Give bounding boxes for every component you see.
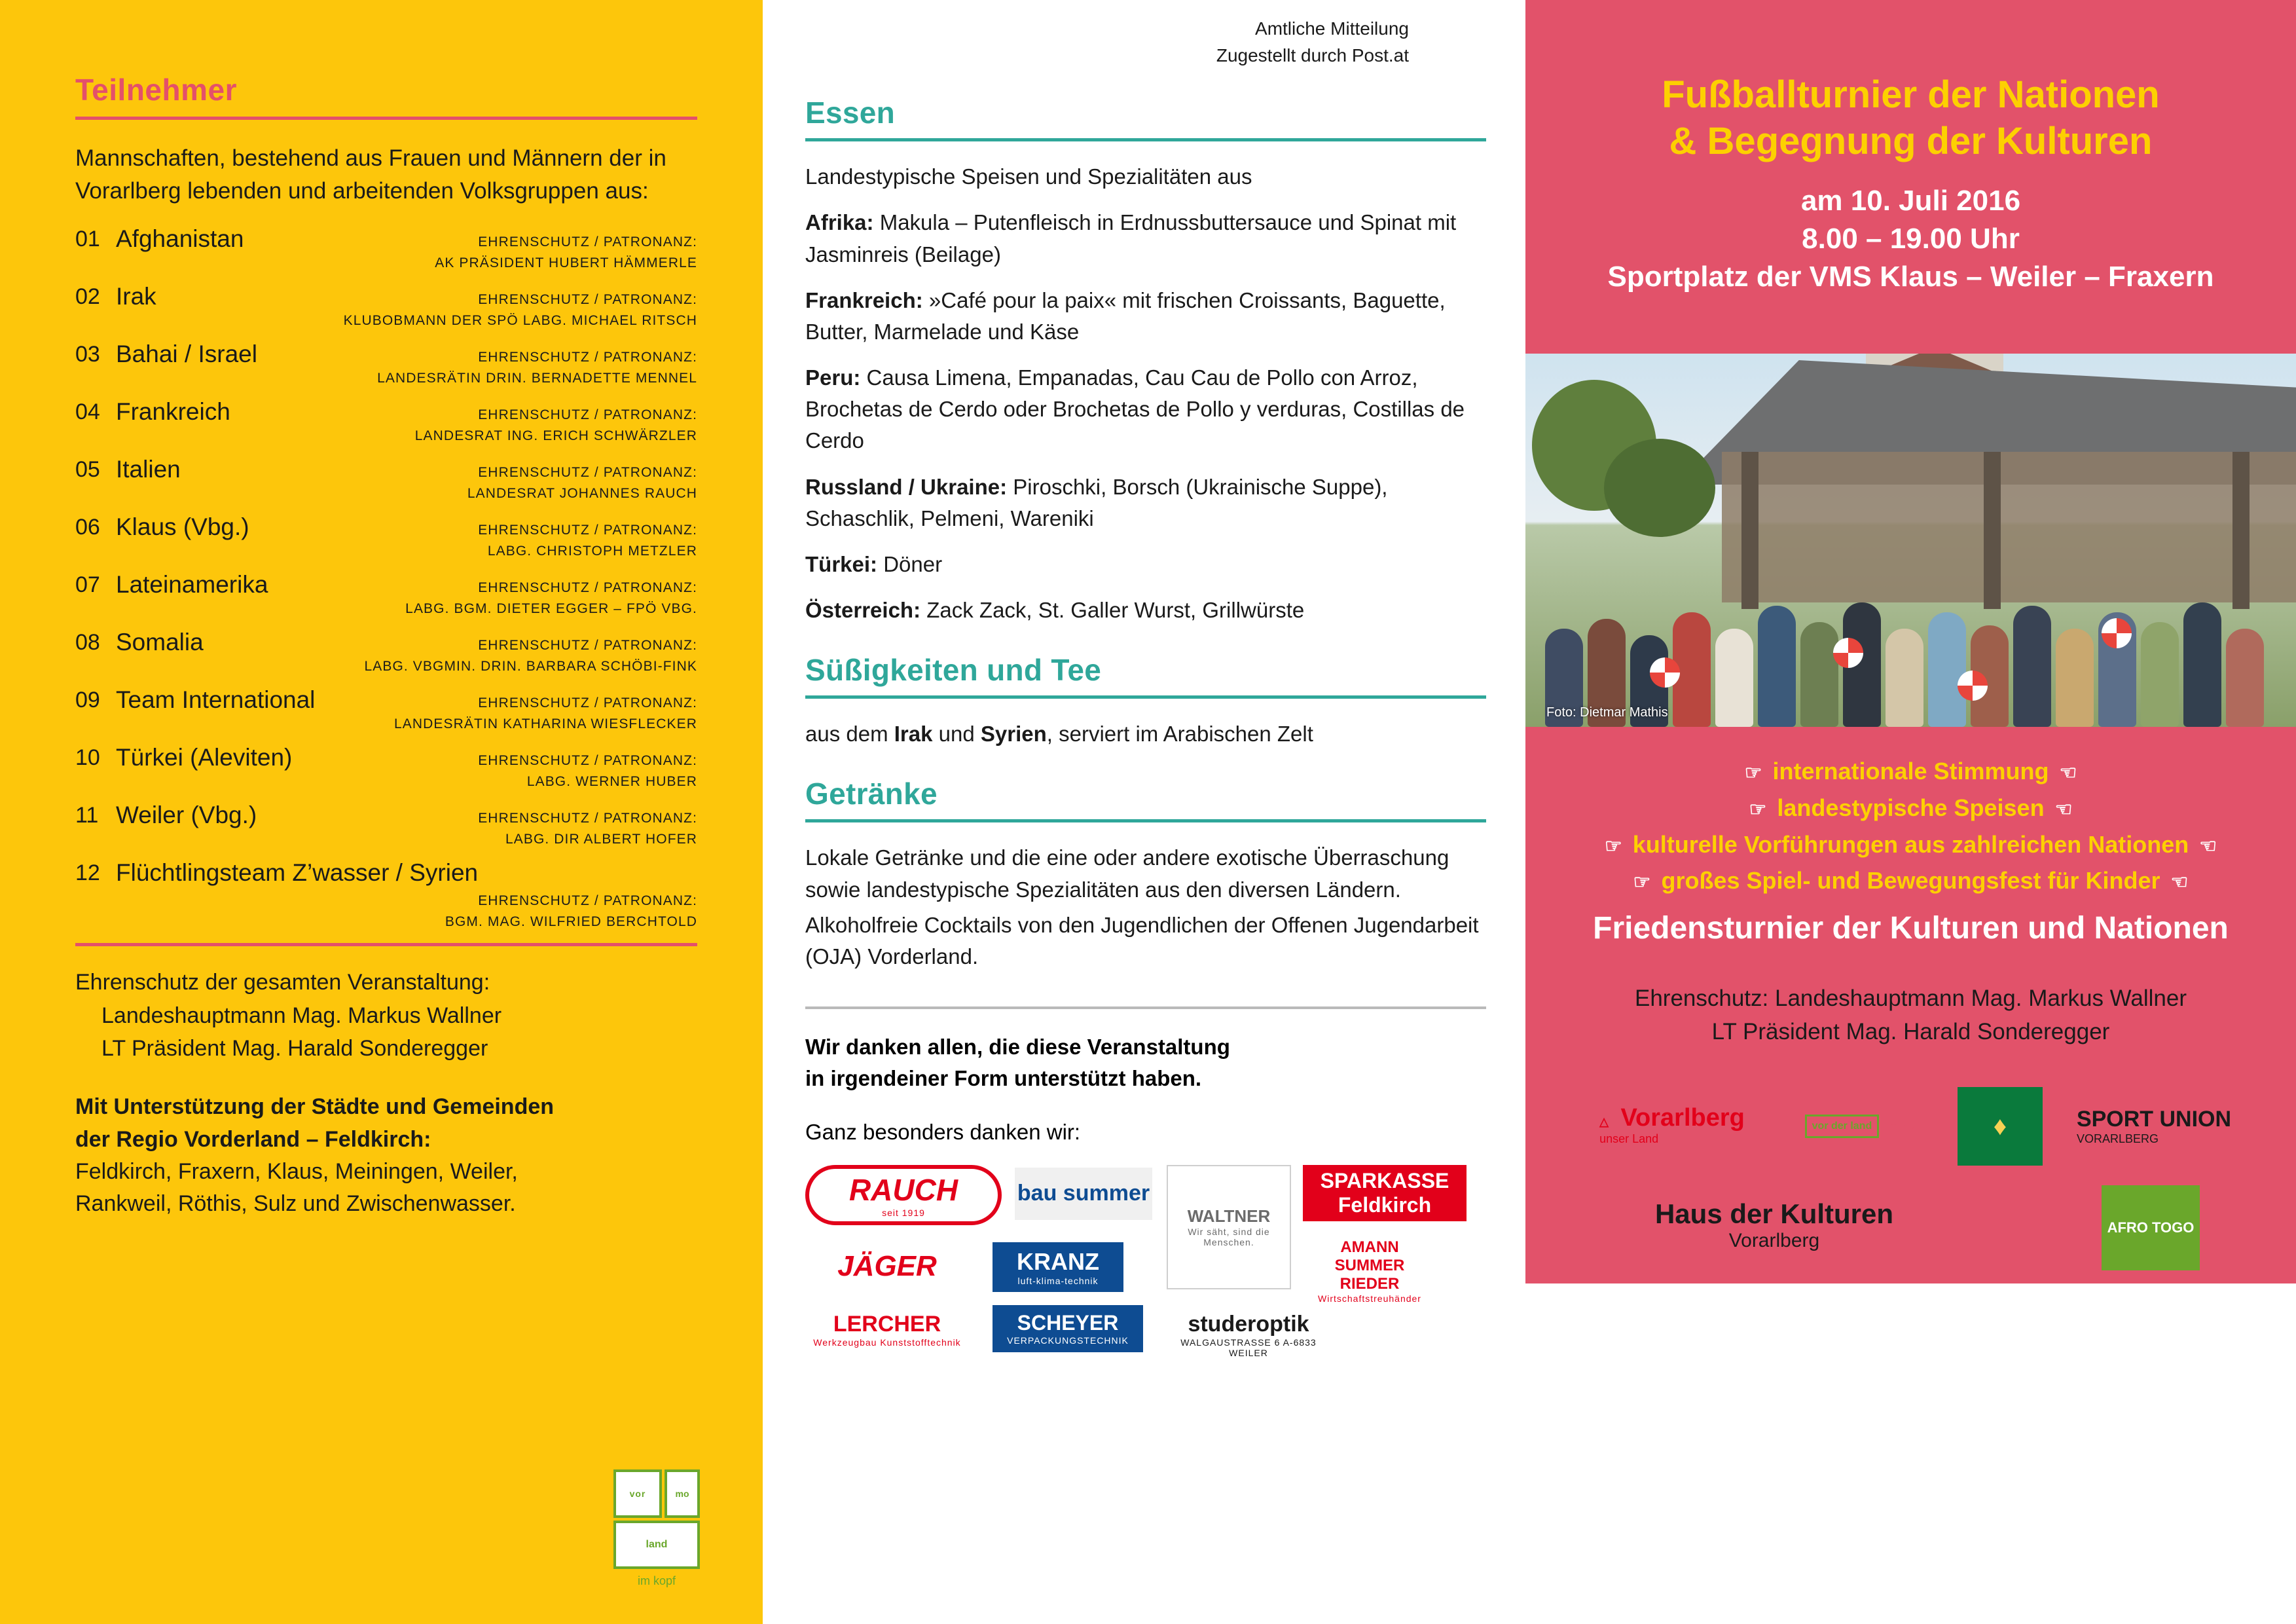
- sponsor-name: RAUCH: [848, 1172, 958, 1207]
- thanks-line-1: Wir danken allen, die diese Veranstaltung: [805, 1035, 1230, 1060]
- participant-name: Somalia: [116, 629, 204, 656]
- list-item: [1525, 753, 2296, 790]
- logo-vorarlberg-sub: unser Land: [1599, 1132, 1659, 1145]
- patronage-person: LANDESRÄTIN DRIN. BERNADETTE MENNEL: [377, 370, 697, 386]
- patronage-person: KLUBOBMANN DER SPÖ LABG. MICHAEL RITSCH: [343, 312, 697, 328]
- list-item: [75, 802, 697, 859]
- dish-item: [805, 549, 1486, 580]
- pointing-hand-right-icon: ☞: [1633, 872, 1651, 894]
- patronage-person: LANDESRÄTIN KATHARINA WIESFLECKER: [394, 716, 697, 731]
- logo-sport-name: SPORT UNION: [2076, 1107, 2232, 1132]
- logo-line-mo: mo: [675, 1488, 689, 1499]
- title-line-2: & Begegnung der Kulturen: [1669, 119, 2153, 162]
- dish-country: Afrika:: [805, 210, 874, 235]
- group-photo: [1525, 354, 2296, 727]
- photo-ball: [1650, 657, 1680, 688]
- sponsor-sub: Wirtschaftstreuhänder: [1318, 1293, 1421, 1304]
- participant-number: 12: [75, 860, 100, 886]
- logo-line-land: land: [646, 1539, 668, 1550]
- list-item: [1525, 790, 2296, 826]
- divider-teal-essen: [805, 138, 1486, 141]
- photo-crowd: [1525, 530, 2296, 727]
- patronage-person: LABG. CHRISTOPH METZLER: [487, 543, 697, 559]
- participant-number: 11: [75, 803, 99, 828]
- participant-name: Bahai / Israel: [116, 341, 257, 368]
- participant-name: Klaus (Vbg.): [116, 513, 249, 541]
- highlights-list: [1525, 753, 2296, 899]
- photo-credit: Foto: Dietmar Mathis: [1546, 705, 1668, 720]
- participant-patronage: [394, 693, 697, 734]
- dish-item: [805, 595, 1486, 626]
- patronage-person: AK PRÄSIDENT HUBERT HÄMMERLE: [435, 255, 697, 270]
- pointing-hand-left-icon: ☜: [2059, 762, 2077, 784]
- sponsor-logo-lercher: [805, 1310, 969, 1350]
- sponsor-name: KRANZ: [1017, 1247, 1099, 1275]
- participant-patronage: [377, 347, 697, 388]
- page-title: [1525, 0, 2296, 165]
- highlight-text: kulturelle Vorführungen aus zahlreichen Nationen: [1632, 830, 2189, 858]
- patronage-label: EHRENSCHUTZ / PATRONANZ:: [478, 638, 697, 654]
- logo-haus-sub: Vorarlberg: [1728, 1230, 1820, 1251]
- participant-name: Irak: [116, 283, 156, 310]
- list-item: [75, 686, 697, 744]
- photo-person: [2013, 606, 2051, 727]
- photo-person: [2183, 602, 2221, 727]
- list-item: [75, 225, 697, 283]
- participant-name: Flüchtlingsteam Z’wasser / Syrien: [116, 859, 479, 887]
- title-line-1: Fußballturnier der Nationen: [1662, 73, 2160, 116]
- participant-patronage: [344, 289, 697, 331]
- dish-item: [805, 362, 1486, 457]
- patronage-label: EHRENSCHUTZ / PATRONANZ:: [478, 753, 697, 769]
- pointing-hand-right-icon: ☞: [1749, 798, 1767, 821]
- sponsor-logo-kranz: [993, 1242, 1123, 1292]
- participants-heading: Teilnehmer: [75, 73, 237, 107]
- pointing-hand-left-icon: ☜: [2170, 872, 2189, 894]
- photo-ball: [1833, 638, 1863, 668]
- patronage-label: EHRENSCHUTZ / PATRONANZ:: [478, 695, 697, 711]
- participant-number: 08: [75, 630, 100, 655]
- logo-vorarlberg-name: Vorarlberg: [1620, 1104, 1745, 1132]
- sweets-post: , serviert im Arabischen Zelt: [1046, 722, 1313, 747]
- logo-municipality-crest: [1958, 1087, 2043, 1166]
- participant-name: Lateinamerika: [116, 571, 268, 599]
- dish-country: Türkei:: [805, 551, 878, 576]
- list-item: [1525, 862, 2296, 899]
- dish-item: [805, 207, 1486, 270]
- participant-name: Türkei (Aleviten): [116, 744, 293, 771]
- sponsor-sub: luft-klima-technik: [1017, 1275, 1099, 1286]
- pointing-hand-left-icon: ☜: [2054, 798, 2073, 821]
- patronage-footer-line-2: LT Präsident Mag. Harald Sonderegger: [1711, 1018, 2110, 1044]
- list-item: [75, 744, 697, 802]
- patronage-label: EHRENSCHUTZ / PATRONANZ:: [478, 292, 697, 308]
- logo-text-mobil: [665, 1469, 700, 1518]
- participant-patronage: [415, 405, 697, 446]
- patronage-person: BGM. MAG. WILFRIED BERCHTOLD: [445, 913, 697, 929]
- sweets-text: [805, 718, 1486, 750]
- sponsor-name: SPARKASSE Feldkirch: [1320, 1168, 1449, 1217]
- participant-patronage: [405, 578, 697, 619]
- participant-number: 09: [75, 688, 100, 713]
- sponsor-sub: VERPACKUNGSTECHNIK: [1007, 1335, 1129, 1346]
- participant-patronage: [435, 232, 697, 273]
- event-time: 8.00 – 19.00 Uhr: [1802, 222, 2020, 255]
- logo-sport-sub: VORARLBERG: [2076, 1132, 2159, 1145]
- photo-ball: [1958, 671, 1988, 701]
- overall-patronage-block: [75, 966, 697, 1065]
- dish-text: Causa Limena, Empanadas, Cau Cau de Pollo con Arroz, Brochetas de Cerdo oder Brochetas de Pollo y verduras, Costillas de Cerdo: [805, 365, 1465, 453]
- dish-text: Makula – Putenfleisch in Erdnussbuttersauce und Spinat mit Jasminreis (Beilage): [805, 210, 1457, 267]
- sponsor-logo-studeroptik: [1167, 1305, 1330, 1365]
- list-item: [75, 513, 697, 571]
- participant-number: 01: [75, 227, 100, 252]
- list-item: [75, 398, 697, 456]
- logo-vmk-box-1: vor der land: [1805, 1115, 1880, 1138]
- participant-number: 02: [75, 284, 100, 310]
- sponsor-sub: Werkzeugbau Kunststofftechnik: [813, 1337, 961, 1348]
- dish-item: [805, 471, 1486, 534]
- sponsor-name: bau summer: [1017, 1181, 1150, 1206]
- patronage-label: EHRENSCHUTZ / PATRONANZ:: [478, 523, 697, 538]
- vorarlberg-crest-icon: △: [1599, 1115, 1609, 1128]
- vorderland-mobil-logo: [613, 1469, 700, 1594]
- sponsor-name: AMANN SUMMER RIEDER: [1334, 1238, 1405, 1293]
- event-date: am 10. Juli 2016: [1800, 184, 2021, 217]
- patronage-label: EHRENSCHUTZ / PATRONANZ:: [478, 234, 697, 250]
- sponsor-logo-amann-summer-rieder: [1311, 1233, 1429, 1309]
- participant-number: 06: [75, 515, 100, 540]
- logo-afro-name: AFRO TOGO: [2107, 1219, 2195, 1236]
- overall-patronage-person-1: Landeshauptmann Mag. Markus Wallner: [101, 1003, 502, 1028]
- logo-caption-imkopf: im kopf: [637, 1574, 676, 1587]
- postal-notice: [805, 0, 1486, 69]
- photo-person: [2141, 622, 2179, 727]
- thanks-subline: Ganz besonders danken wir:: [805, 1119, 1081, 1144]
- drinks-text-1: Lokale Getränke und die eine oder andere exotische Überraschung sowie landestypische Spezialitäten aus den diversen Ländern.: [805, 845, 1449, 902]
- logo-afro-togo: [2102, 1185, 2200, 1270]
- sponsor-sub: Wir säht, sind die Menschen.: [1188, 1227, 1270, 1248]
- peace-tournament-title: Friedensturnier der Kulturen und Nationen: [1593, 911, 2229, 946]
- participants-intro: Mannschaften, bestehend aus Frauen und Männern der in Vorarlberg lebenden und arbeitenden Volksgruppen aus:: [75, 145, 666, 204]
- photo-ball: [2102, 618, 2132, 648]
- dish-country: Frankreich:: [805, 287, 923, 312]
- thanks-block: [805, 1031, 1486, 1094]
- postal-line-1: Amtliche Mitteilung: [1255, 18, 1409, 39]
- patronage-label: EHRENSCHUTZ / PATRONANZ:: [478, 893, 697, 909]
- sweets-heading: Süßigkeiten und Tee: [805, 653, 1102, 688]
- partner-logo-row: [1525, 1087, 2296, 1323]
- patronage-footer: [1525, 982, 2296, 1049]
- logo-haus-name: Haus der Kulturen: [1654, 1198, 1894, 1229]
- photo-person: [1715, 629, 1753, 727]
- sponsor-name: SCHEYER: [1017, 1311, 1119, 1335]
- participant-number: 04: [75, 399, 100, 425]
- patronage-person: LANDESRAT JOHANNES RAUCH: [467, 485, 697, 501]
- patronage-label: EHRENSCHUTZ / PATRONANZ:: [478, 407, 697, 423]
- list-item: [1525, 826, 2296, 863]
- photo-person: [1886, 629, 1923, 727]
- sweets-country-1: Irak: [894, 722, 933, 747]
- essen-intro: Landestypische Speisen und Spezialitäten aus: [805, 164, 1252, 189]
- sponsor-sub: WALGAUSTRASSE 6 A-6833 WEILER: [1180, 1337, 1317, 1359]
- participants-list: [75, 225, 697, 929]
- logo-text-imkopf: [613, 1521, 700, 1569]
- participant-number: 05: [75, 457, 100, 483]
- sweets-mid: und: [932, 722, 981, 747]
- patronage-label: EHRENSCHUTZ / PATRONANZ:: [478, 580, 697, 596]
- participant-name: Weiler (Vbg.): [116, 802, 257, 829]
- participant-patronage: [467, 462, 697, 504]
- patronage-label: EHRENSCHUTZ / PATRONANZ:: [478, 350, 697, 365]
- sponsor-logo-scheyer: [993, 1305, 1143, 1352]
- pointing-hand-right-icon: ☞: [1604, 835, 1622, 857]
- participant-name: Afghanistan: [116, 225, 244, 253]
- drinks-text-2: Alkoholfreie Cocktails von den Jugendlichen der Offenen Jugendarbeit (OJA) Vorderland.: [805, 912, 1479, 969]
- list-item: [75, 859, 697, 929]
- sponsor-logo-rauch: [805, 1165, 1002, 1225]
- drinks-heading: Getränke: [805, 777, 938, 811]
- patronage-footer-line-1: Ehrenschutz: Landeshauptmann Mag. Markus Wallner: [1634, 986, 2187, 1011]
- sponsor-logo-sparkasse: [1303, 1165, 1467, 1221]
- patronage-person: LABG. WERNER HUBER: [526, 773, 697, 789]
- highlight-text: landestypische Speisen: [1777, 794, 2045, 821]
- sweets-country-2: Syrien: [980, 722, 1047, 747]
- photo-person: [1928, 612, 1966, 727]
- sponsor-logo-bau-summer: [1015, 1168, 1152, 1220]
- sponsor-logo-waltner: [1167, 1165, 1291, 1289]
- dish-country: Peru:: [805, 365, 861, 390]
- overall-patronage-person-2: LT Präsident Mag. Harald Sonderegger: [101, 1036, 488, 1061]
- sponsor-logo-grid: [805, 1165, 1486, 1381]
- event-details: [1525, 165, 2296, 296]
- participant-name: Italien: [116, 456, 181, 483]
- pointing-hand-right-icon: ☞: [1744, 762, 1762, 784]
- logo-text-vorderland: [613, 1469, 662, 1518]
- sponsor-name: JÄGER: [837, 1249, 937, 1282]
- participant-number: 07: [75, 572, 100, 598]
- logo-vmk-box-2: mo bil: [1882, 1115, 1927, 1138]
- dish-text: Döner: [877, 551, 943, 576]
- dish-item: [805, 285, 1486, 348]
- patronage-person: LABG. DIR ALBERT HOFER: [505, 831, 697, 847]
- divider-pink-bottom: [75, 943, 697, 946]
- sponsor-logo-jaeger: [805, 1241, 969, 1292]
- castle-tower-icon: ♦: [1993, 1111, 2007, 1141]
- patronage-person: LANDESRAT ING. ERICH SCHWÄRZLER: [414, 428, 697, 443]
- list-item: [75, 629, 697, 686]
- photo-person: [2226, 629, 2264, 727]
- photo-person: [1758, 606, 1796, 727]
- pointing-hand-left-icon: ☜: [2199, 835, 2217, 857]
- dish-text: »Café pour la paix« mit frischen Croissants, Baguette, Butter, Marmelade und Käse: [805, 287, 1446, 344]
- postal-line-2: Zugestellt durch Post.at: [1216, 45, 1409, 65]
- divider-teal-sweets: [805, 695, 1486, 699]
- logo-vorarlberg: [1574, 1094, 1770, 1156]
- highlight-text: großes Spiel- und Bewegungsfest für Kinder: [1661, 867, 2160, 895]
- divider-grey: [805, 1006, 1486, 1009]
- dish-text: Zack Zack, St. Galler Wurst, Grillwürste: [920, 598, 1305, 623]
- sponsor-name: studeroptik: [1188, 1312, 1309, 1337]
- participants-column: [0, 0, 763, 1624]
- participant-patronage: [478, 750, 697, 792]
- dish-country: Österreich:: [805, 598, 921, 623]
- list-item: [75, 571, 697, 629]
- list-item: [75, 283, 697, 341]
- list-item: [75, 341, 697, 398]
- participant-name: Frankreich: [116, 398, 230, 426]
- event-venue: Sportplatz der VMS Klaus – Weiler – Fraxern: [1607, 260, 2214, 293]
- photo-tree: [1604, 439, 1715, 537]
- participant-patronage: [445, 891, 697, 932]
- participant-patronage: [478, 520, 697, 561]
- dish-text: Piroschki, Borsch (Ukrainische Suppe), Schaschlik, Pelmeni, Wareniki: [805, 474, 1388, 530]
- support-municipalities: Feldkirch, Fraxern, Klaus, Meiningen, Weiler, Rankweil, Röthis, Sulz und Zwischenwasser.: [75, 1158, 518, 1217]
- dish-country: Russland / Ukraine:: [805, 474, 1008, 499]
- patronage-person: LABG. BGM. DIETER EGGER – FPÖ VBG.: [405, 600, 697, 616]
- divider-pink-top: [75, 117, 697, 120]
- logo-line-vor: vor: [629, 1488, 646, 1499]
- highlight-text: internationale Stimmung: [1772, 758, 2049, 784]
- food-column: [763, 0, 1525, 1624]
- participant-number: 10: [75, 745, 100, 771]
- support-heading-line-2: der Regio Vorderland – Feldkirch:: [75, 1126, 431, 1152]
- participant-patronage: [478, 808, 697, 849]
- thanks-line-2: in irgendeiner Form unterstützt haben.: [805, 1065, 1202, 1090]
- patronage-person: LABG. VBGMIN. DRIN. BARBARA SCHÖBI-FINK: [364, 658, 697, 674]
- logo-haus-der-kulturen: [1591, 1198, 1958, 1252]
- divider-teal-drinks: [805, 819, 1486, 822]
- sponsor-name: WALTNER: [1187, 1206, 1271, 1227]
- logo-vorderland-mobil: [1800, 1087, 1931, 1166]
- photo-person: [1800, 622, 1838, 727]
- essen-heading: Essen: [805, 96, 896, 130]
- title-column: [1525, 0, 2296, 1624]
- patronage-label: EHRENSCHUTZ / PATRONANZ:: [478, 465, 697, 481]
- participant-number: 03: [75, 342, 100, 367]
- logo-sport-union: [2062, 1094, 2246, 1159]
- participant-patronage: [365, 635, 698, 676]
- sweets-pre: aus dem: [805, 722, 894, 747]
- photo-person: [2056, 629, 2094, 727]
- patronage-label: EHRENSCHUTZ / PATRONANZ:: [478, 811, 697, 826]
- support-heading-line-1: Mit Unterstützung der Städte und Gemeinden: [75, 1094, 555, 1120]
- list-item: [75, 456, 697, 513]
- participant-name: Team International: [116, 686, 316, 714]
- sponsor-name: LERCHER: [833, 1312, 941, 1337]
- overall-patronage-title: Ehrenschutz der gesamten Veranstaltung:: [75, 970, 490, 995]
- sponsor-sub: seit 1919: [882, 1207, 925, 1218]
